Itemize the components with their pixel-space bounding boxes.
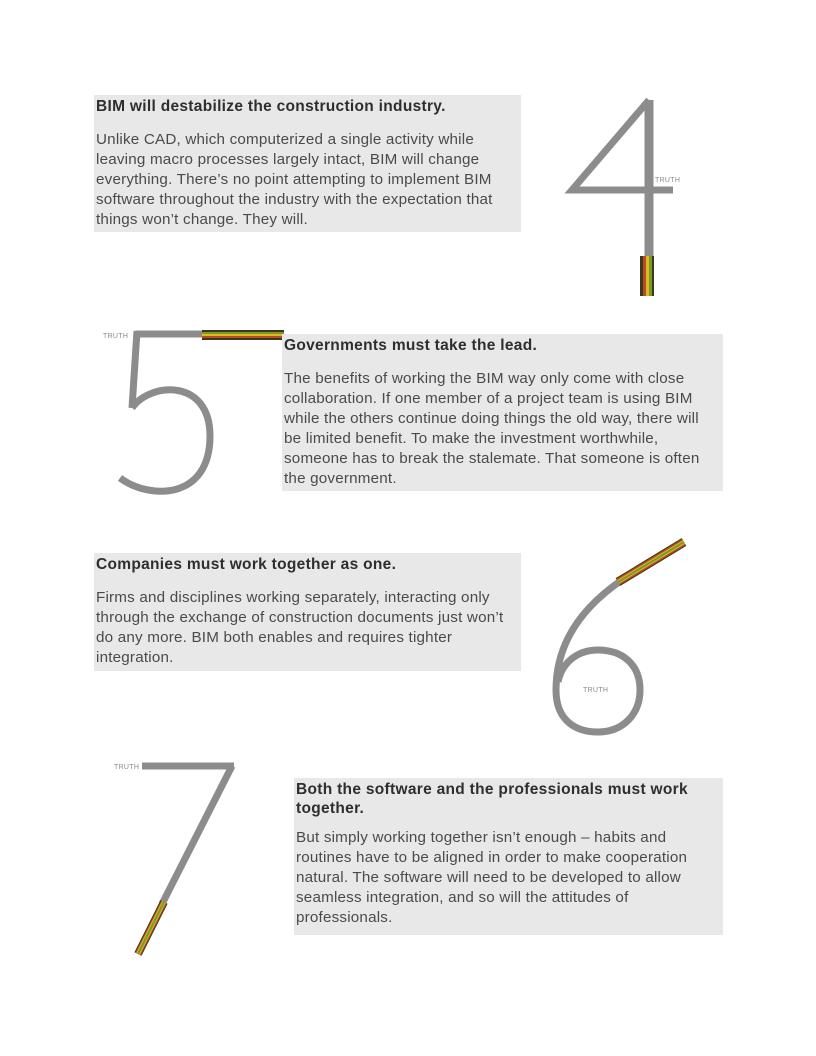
truth-5-heading: Governments must take the lead.: [284, 337, 538, 354]
truth-7-body: But simply working together isn’t enough – habits and routines have to be aligned in order to make cooperation natural. The software will need to be developed to allow seamless integration, and so will the attitudes of professionals.: [296, 829, 688, 926]
numeral-7-graphic: [114, 764, 234, 954]
numeral-5-graphic: [103, 330, 284, 491]
numeral-7-truth-label: TRUTH: [114, 764, 140, 771]
truth-5-body: The benefits of working the BIM way only come with close collaboration. If one member of a project team is using BIM while the others continue doing things the old way, there will be limited benefit. To make the investment worthwhile, someone has to break the stalemate. That someone is often the government.: [284, 370, 700, 487]
numeral-6-graphic: [556, 542, 684, 732]
numeral-4-stripe: [640, 256, 654, 296]
truth-6-body: Firms and disciplines working separately, interacting only through the exchange of construction documents just won’t do any more. BIM both enables and requires tighter integration.: [96, 589, 504, 666]
numeral-6-stripe: [618, 542, 684, 582]
numeral-5-stripe: [202, 330, 284, 340]
numeral-6-truth-label: TRUTH: [583, 687, 609, 694]
numeral-7-stripe: [138, 902, 164, 954]
truth-7-heading: Both the software and the professionals must work together.: [296, 781, 688, 817]
truth-5-textbox: [282, 334, 723, 491]
numeral-4-truth-label: TRUTH: [655, 177, 681, 184]
truth-7-textbox: [294, 778, 723, 935]
numeral-5-truth-label: TRUTH: [103, 333, 129, 340]
truth-4-textbox: [94, 95, 521, 232]
truth-4-body: Unlike CAD, which computerized a single activity while leaving macro processes largely intact, BIM will change everything. There’s no point attempting to implement BIM software throughout the industry with the expectation that things won’t change. They will.: [96, 131, 493, 228]
numeral-4-graphic: [572, 100, 680, 296]
truth-6-heading: Companies must work together as one.: [96, 556, 397, 573]
truth-6-textbox: [94, 553, 521, 671]
truth-4-heading: BIM will destabilize the construction industry.: [96, 98, 446, 115]
